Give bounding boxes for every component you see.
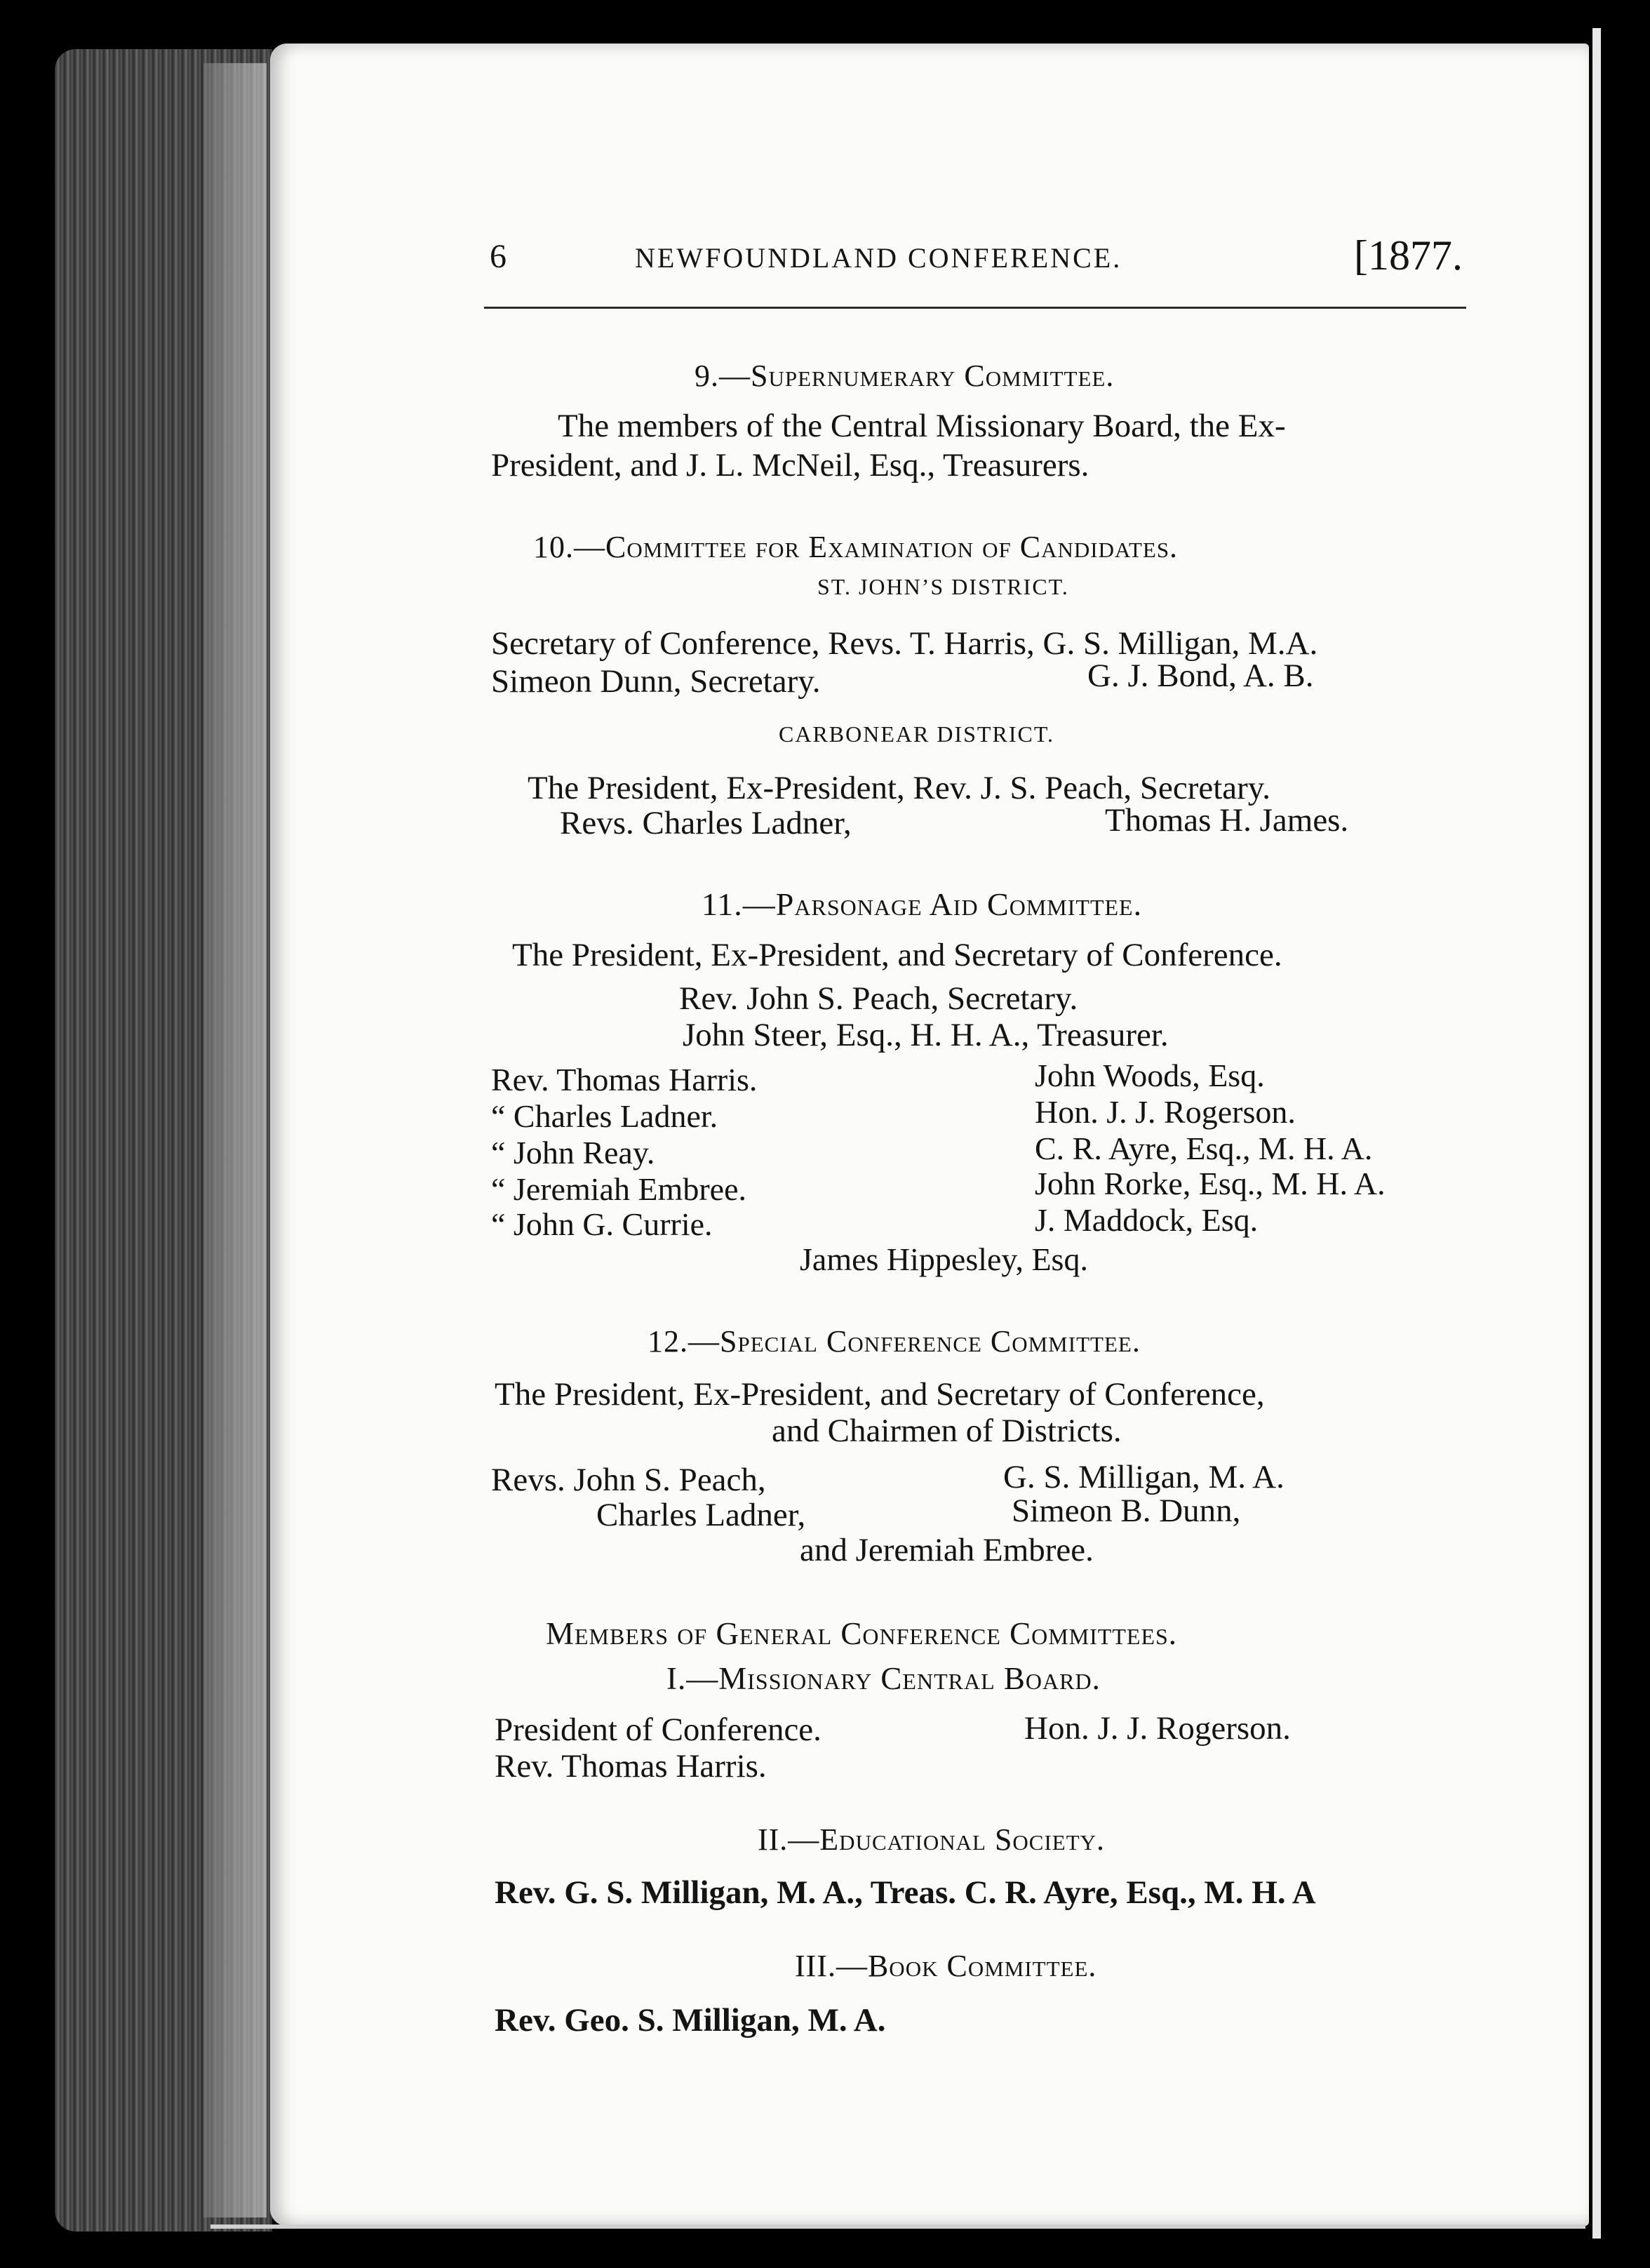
parsonage-member-left-5: “ John G. Currie. [491, 1206, 713, 1242]
section-12-line5: and Jeremiah Embree. [800, 1532, 1094, 1568]
page-year: [1877. [1354, 232, 1463, 279]
section-12-line3-right: G. S. Milligan, M. A. [1003, 1459, 1285, 1495]
missionary-board-line1-right: Hon. J. J. Rogerson. [1024, 1710, 1291, 1747]
book-committee-line: Rev. Geo. S. Milligan, M. A. [495, 2002, 886, 2039]
section-12-title: 12.—Special Conference Committee. [648, 1324, 1141, 1359]
parsonage-member-left-2: “ Charles Ladner. [491, 1098, 718, 1134]
header-rule [484, 307, 1466, 309]
page-number: 6 [490, 238, 507, 275]
section-9-line2: President, and J. L. McNeil, Esq., Treasurers. [491, 447, 1089, 483]
general-committees-title: Members of General Conference Committees. [546, 1616, 1178, 1651]
section-9-line1: The members of the Central Missionary Board, the Ex- [558, 408, 1286, 444]
section-10-title: 10.—Committee for Examination of Candidates. [533, 530, 1179, 564]
parsonage-member-right-4: John Rorke, Esq., M. H. A. [1035, 1166, 1386, 1201]
section-11-line3: John Steer, Esq., H. H. A., Treasurer. [683, 1017, 1169, 1053]
carbonear-line1: The President, Ex-President, Rev. J. S. Peach, Secretary. [528, 770, 1270, 806]
section-9-title: 9.—Supernumerary Committee. [695, 359, 1115, 393]
parsonage-member-last: James Hippesley, Esq. [800, 1241, 1088, 1277]
missionary-board-heading: I.—Missionary Central Board. [666, 1661, 1101, 1696]
parsonage-member-right-1: John Woods, Esq. [1035, 1058, 1265, 1093]
parsonage-member-left-3: “ John Reay. [491, 1135, 655, 1170]
educational-society-line: Rev. G. S. Milligan, M. A., Treas. C. R. Ayre, Esq., M. H. A [495, 1874, 1316, 1911]
st-johns-line2-right: G. J. Bond, A. B. [1087, 658, 1314, 694]
parsonage-member-left-4: “ Jeremiah Embree. [491, 1171, 746, 1207]
parsonage-member-left-1: Rev. Thomas Harris. [491, 1062, 758, 1098]
carbonear-line2-right: Thomas H. James. [1105, 802, 1349, 839]
section-12-line3-left: Revs. John S. Peach, [491, 1462, 766, 1498]
missionary-board-line1-left: President of Conference. [495, 1712, 821, 1748]
missionary-board-line2: Rev. Thomas Harris. [495, 1748, 767, 1785]
running-title: NEWFOUNDLAND CONFERENCE. [635, 242, 1122, 274]
section-12-line4-right: Simeon B. Dunn, [1012, 1493, 1241, 1529]
section-11-line2: Rev. John S. Peach, Secretary. [679, 980, 1078, 1017]
parsonage-member-right-5: J. Maddock, Esq. [1035, 1202, 1259, 1238]
carbonear-district-heading: CARBONEAR DISTRICT. [779, 721, 1054, 747]
section-12-line4-left: Charles Ladner, [596, 1497, 806, 1533]
carbonear-line2-left: Revs. Charles Ladner, [560, 805, 852, 841]
educational-society-heading: II.—Educational Society. [758, 1822, 1106, 1857]
book-committee-heading: III.—Book Committee. [795, 1949, 1097, 1983]
st-johns-line1: Secretary of Conference, Revs. T. Harris, G. S. Milligan, M.A. [491, 625, 1318, 662]
parsonage-member-right-2: Hon. J. J. Rogerson. [1035, 1094, 1296, 1130]
section-12-line2: and Chairmen of Districts. [772, 1413, 1122, 1449]
st-johns-line2-left: Simeon Dunn, Secretary. [491, 663, 821, 700]
parsonage-member-right-3: C. R. Ayre, Esq., M. H. A. [1035, 1130, 1373, 1166]
section-12-line1: The President, Ex-President, and Secretary of Conference, [495, 1376, 1265, 1413]
section-11-title: 11.—Parsonage Aid Committee. [702, 886, 1143, 922]
section-11-line1: The President, Ex-President, and Secretary of Conference. [512, 937, 1282, 973]
st-johns-district-heading: ST. JOHN’S DISTRICT. [817, 574, 1069, 599]
